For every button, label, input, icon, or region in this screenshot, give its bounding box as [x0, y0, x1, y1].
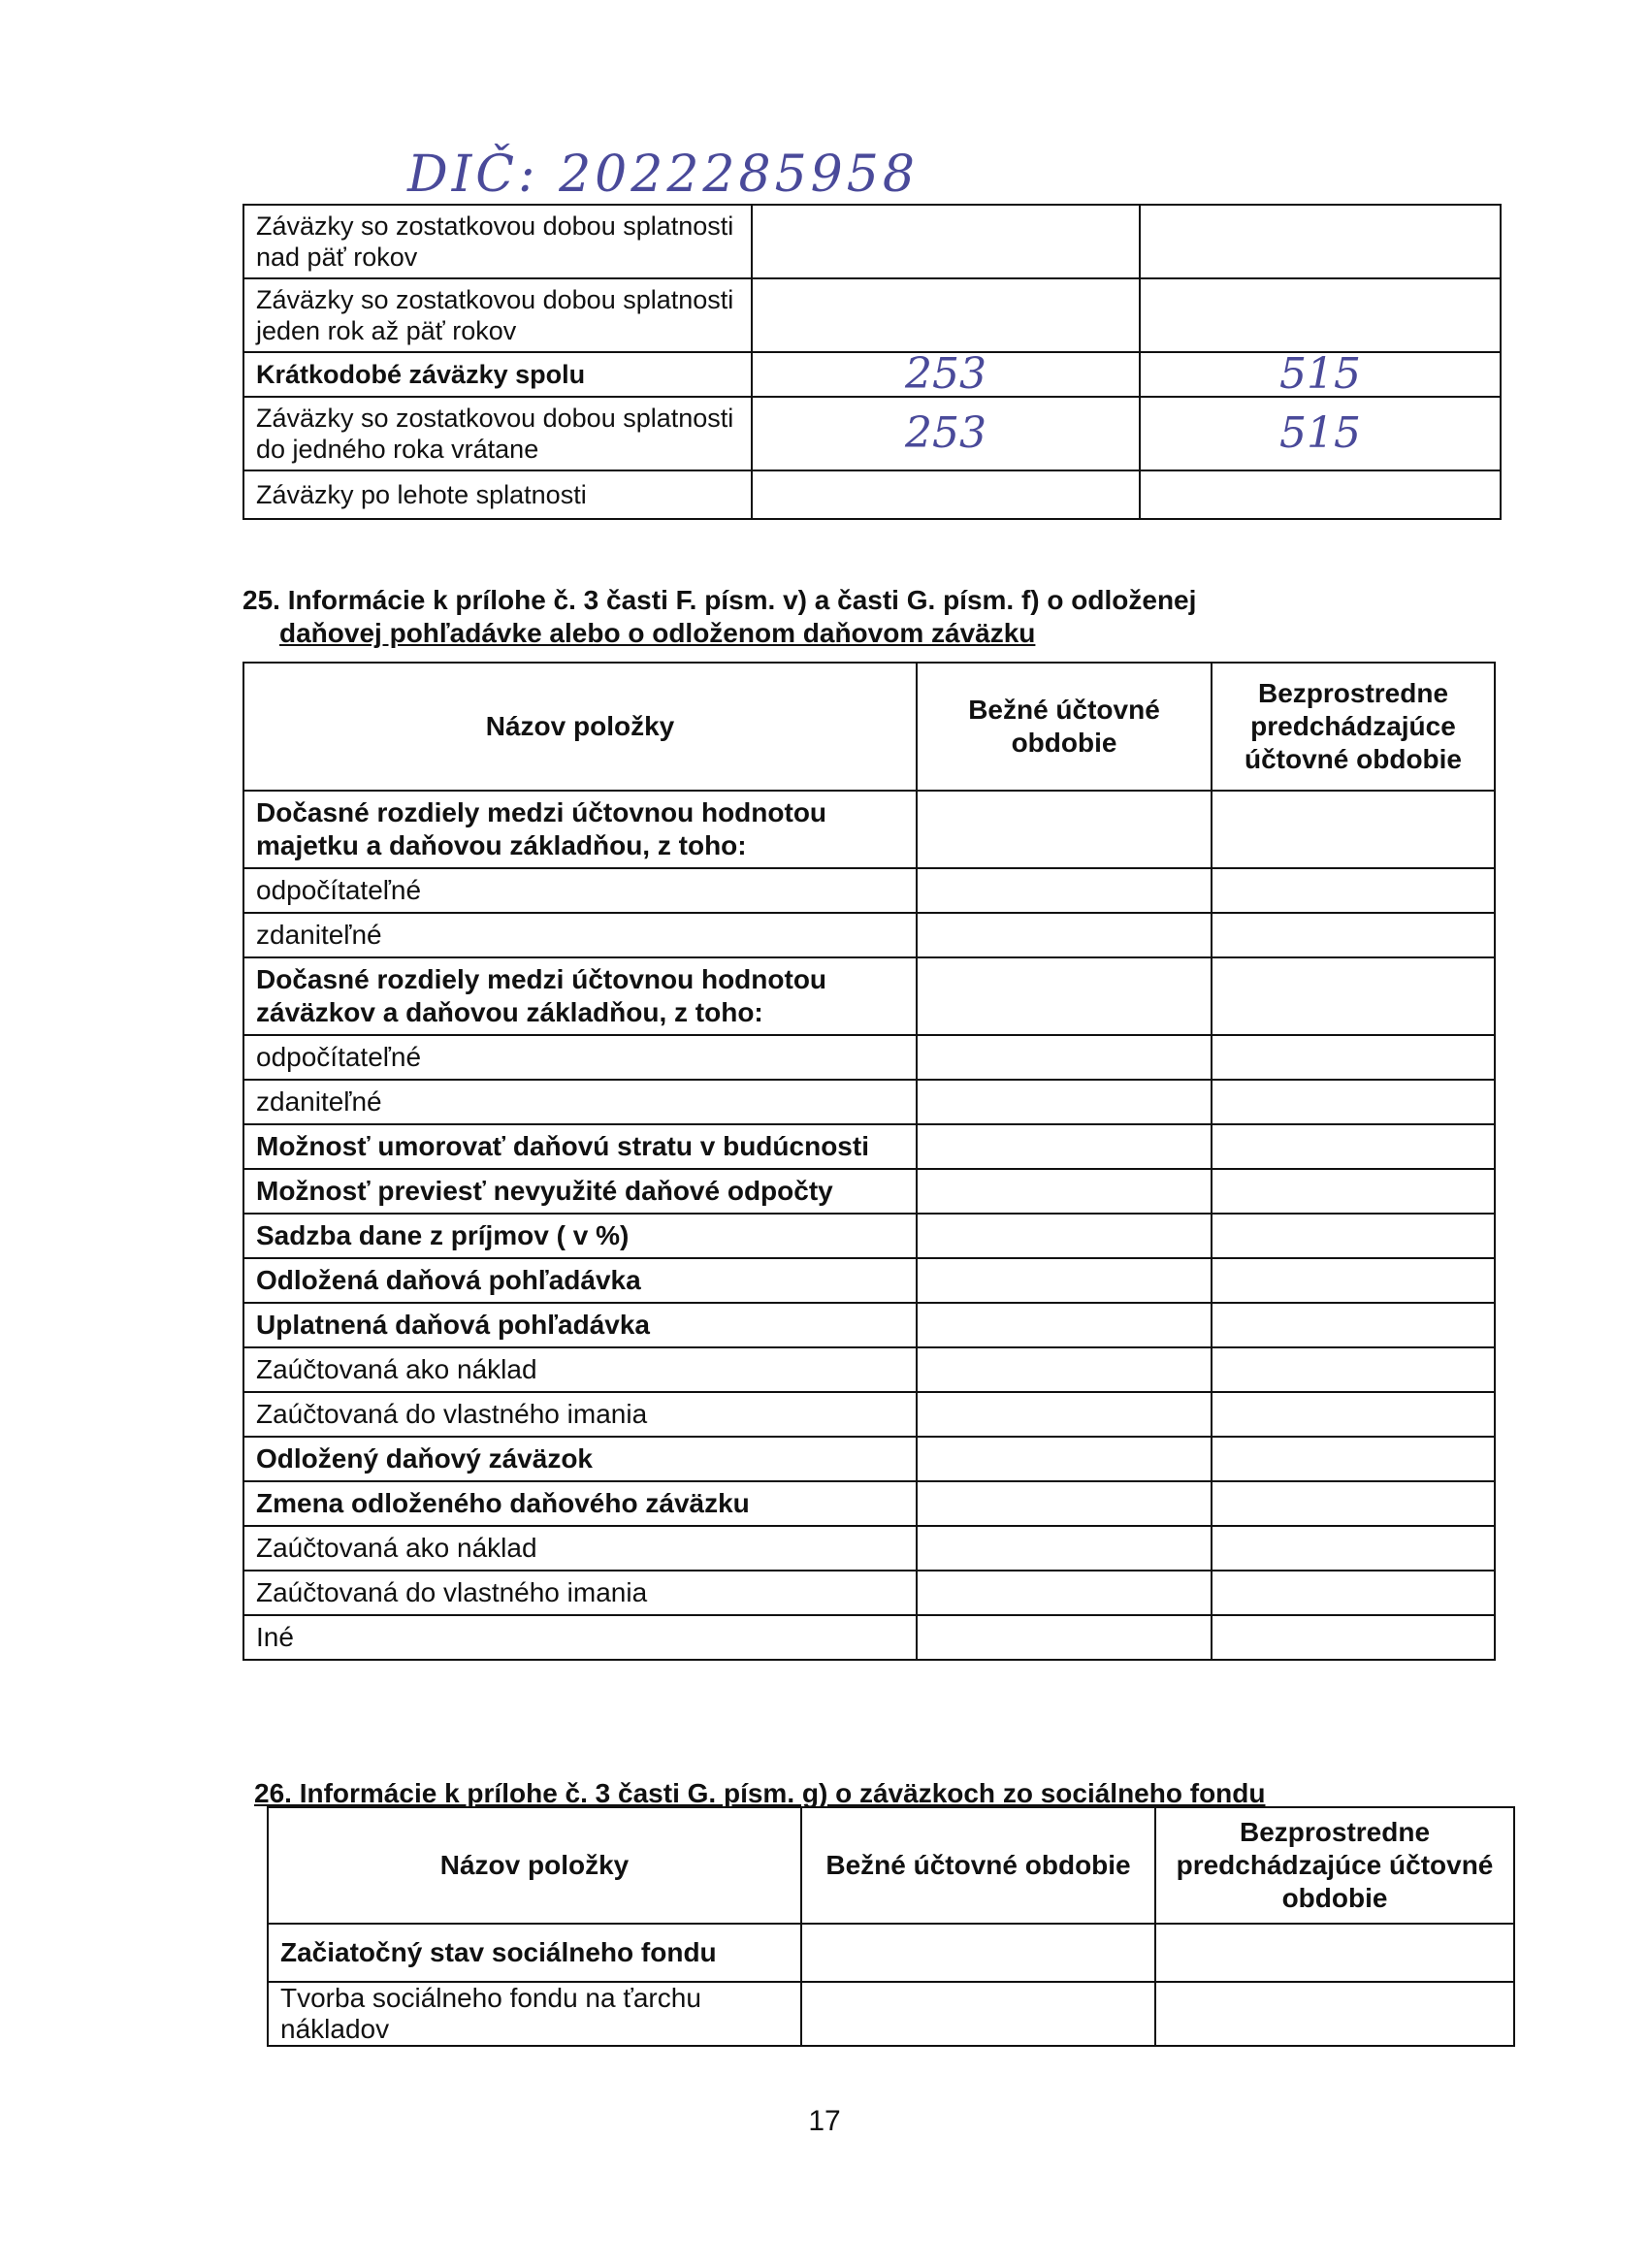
- current-period-value: [917, 1303, 1212, 1347]
- previous-period-value: [1212, 791, 1495, 868]
- table-row: [243, 470, 1501, 519]
- page-number: 17: [808, 2105, 841, 2137]
- column-header-item-name: Názov položky: [243, 663, 917, 791]
- table-row: [243, 1392, 1495, 1437]
- row-label: Možnosť umorovať daňovú stratu v budúcnosti: [243, 1124, 917, 1169]
- previous-period-value: [1212, 1437, 1495, 1481]
- table-row: [243, 1080, 1495, 1124]
- current-period-value: [801, 1924, 1155, 1982]
- row-label: odpočítateľné: [243, 1035, 917, 1080]
- previous-period-value: [1212, 1169, 1495, 1214]
- row-label: Sadzba dane z príjmov ( v %): [243, 1214, 917, 1258]
- current-period-value: [917, 1347, 1212, 1392]
- current-period-value: 253: [752, 352, 1140, 397]
- previous-period-value: 515: [1140, 397, 1501, 470]
- row-label: odpočítateľné: [243, 868, 917, 913]
- table-row: [243, 205, 1501, 278]
- table-row: [243, 1571, 1495, 1615]
- column-header-item-name: Názov položky: [268, 1807, 801, 1924]
- previous-period-value: [1212, 1347, 1495, 1392]
- row-label: zdaniteľné: [243, 913, 917, 957]
- row-label: Iné: [243, 1615, 917, 1660]
- previous-period-value: [1212, 868, 1495, 913]
- previous-period-value: [1212, 1035, 1495, 1080]
- column-header-previous-period: Bezprostredne predchádzajúce účtovné obdobie: [1155, 1807, 1514, 1924]
- previous-period-value: [1212, 1258, 1495, 1303]
- current-period-value: [917, 868, 1212, 913]
- table-row: [243, 397, 1501, 470]
- previous-period-value: [1140, 205, 1501, 278]
- row-label: Zaúčtovaná do vlastného imania: [243, 1392, 917, 1437]
- table-row: [243, 1481, 1495, 1526]
- previous-period-value: [1212, 1392, 1495, 1437]
- table-row: [243, 957, 1495, 1035]
- column-header-previous-period: Bezprostredne predchádzajúce účtovné obdobie: [1212, 663, 1495, 791]
- table-row: [243, 1347, 1495, 1392]
- table-row: [243, 1526, 1495, 1571]
- previous-period-value: [1140, 278, 1501, 352]
- current-period-value: [752, 205, 1140, 278]
- current-period-value: [917, 1526, 1212, 1571]
- row-label: Odložený daňový záväzok: [243, 1437, 917, 1481]
- previous-period-value: [1212, 1080, 1495, 1124]
- liabilities-maturity-table: [242, 204, 1502, 520]
- section-26-heading: 26. Informácie k prílohe č. 3 časti G. písm. g) o záväzkoch zo sociálneho fondu: [254, 1778, 1266, 1808]
- table-row: [243, 1437, 1495, 1481]
- table-row: [243, 1615, 1495, 1660]
- section-25-title-line2: daňovej pohľadávke alebo o odloženom daňovom záväzku: [279, 618, 1036, 648]
- row-label: Začiatočný stav sociálneho fondu: [268, 1924, 801, 1982]
- previous-period-value: [1140, 470, 1501, 519]
- table-row: [243, 1303, 1495, 1347]
- previous-period-value: [1212, 1526, 1495, 1571]
- current-period-value: [917, 1571, 1212, 1615]
- column-header-current-period: Bežné účtovné obdobie: [917, 663, 1212, 791]
- current-period-value: [917, 913, 1212, 957]
- row-label: Dočasné rozdiely medzi účtovnou hodnotou záväzkov a daňovou základňou, z toho:: [243, 957, 917, 1035]
- row-label: zdaniteľné: [243, 1080, 917, 1124]
- table-row: [243, 791, 1495, 868]
- current-period-value: [917, 1169, 1212, 1214]
- row-label: Možnosť previesť nevyužité daňové odpočty: [243, 1169, 917, 1214]
- row-label: Tvorba sociálneho fondu na ťarchu nákladov: [268, 1982, 801, 2046]
- row-label: Zmena odloženého daňového záväzku: [243, 1481, 917, 1526]
- row-label: Záväzky so zostatkovou dobou splatnosti jeden rok až päť rokov: [243, 278, 752, 352]
- row-label: Uplatnená daňová pohľadávka: [243, 1303, 917, 1347]
- column-header-current-period: Bežné účtovné obdobie: [801, 1807, 1155, 1924]
- deferred-tax-table: [242, 662, 1496, 1661]
- current-period-value: [752, 470, 1140, 519]
- current-period-value: [917, 1124, 1212, 1169]
- current-period-value: [917, 1035, 1212, 1080]
- current-period-value: [917, 1392, 1212, 1437]
- tax-id-handwritten: DIČ: 2022285958: [407, 146, 919, 204]
- current-period-value: [917, 957, 1212, 1035]
- current-period-value: [917, 1481, 1212, 1526]
- row-label: Krátkodobé záväzky spolu: [243, 352, 752, 397]
- previous-period-value: 515: [1140, 352, 1501, 397]
- previous-period-value: [1212, 1124, 1495, 1169]
- table-row: [243, 1258, 1495, 1303]
- current-period-value: [917, 1258, 1212, 1303]
- row-label: Zaúčtovaná ako náklad: [243, 1526, 917, 1571]
- row-label: Odložená daňová pohľadávka: [243, 1258, 917, 1303]
- current-period-value: [917, 1615, 1212, 1660]
- section-25-title-line1: 25. Informácie k prílohe č. 3 časti F. písm. v) a časti G. písm. f) o odloženej: [242, 585, 1197, 615]
- current-period-value: 253: [752, 397, 1140, 470]
- social-fund-table: [267, 1806, 1515, 2047]
- previous-period-value: [1155, 1924, 1514, 1982]
- current-period-value: [917, 791, 1212, 868]
- row-label: Záväzky so zostatkovou dobou splatnosti do jedného roka vrátane: [243, 397, 752, 470]
- current-period-value: [752, 278, 1140, 352]
- deferred-tax-header-row: [243, 663, 1495, 791]
- section-25-heading: [242, 584, 1504, 650]
- table-row: [243, 1124, 1495, 1169]
- table-row: [243, 352, 1501, 397]
- table-row: [243, 1035, 1495, 1080]
- row-label: Zaúčtovaná ako náklad: [243, 1347, 917, 1392]
- previous-period-value: [1212, 1214, 1495, 1258]
- row-label: Dočasné rozdiely medzi účtovnou hodnotou majetku a daňovou základňou, z toho:: [243, 791, 917, 868]
- row-label: Záväzky po lehote splatnosti: [243, 470, 752, 519]
- table-row: [243, 1169, 1495, 1214]
- row-label: Zaúčtovaná do vlastného imania: [243, 1571, 917, 1615]
- previous-period-value: [1212, 1481, 1495, 1526]
- current-period-value: [917, 1080, 1212, 1124]
- table-row: [243, 868, 1495, 913]
- previous-period-value: [1212, 957, 1495, 1035]
- table-row: [243, 1214, 1495, 1258]
- current-period-value: [917, 1214, 1212, 1258]
- row-label: Záväzky so zostatkovou dobou splatnosti nad päť rokov: [243, 205, 752, 278]
- social-fund-header-row: [268, 1807, 1514, 1924]
- previous-period-value: [1212, 1615, 1495, 1660]
- table-row: [268, 1924, 1514, 1982]
- current-period-value: [917, 1437, 1212, 1481]
- previous-period-value: [1212, 913, 1495, 957]
- table-row: [268, 1982, 1514, 2046]
- table-row: [243, 278, 1501, 352]
- table-row: [243, 913, 1495, 957]
- previous-period-value: [1212, 1571, 1495, 1615]
- previous-period-value: [1155, 1982, 1514, 2046]
- previous-period-value: [1212, 1303, 1495, 1347]
- current-period-value: [801, 1982, 1155, 2046]
